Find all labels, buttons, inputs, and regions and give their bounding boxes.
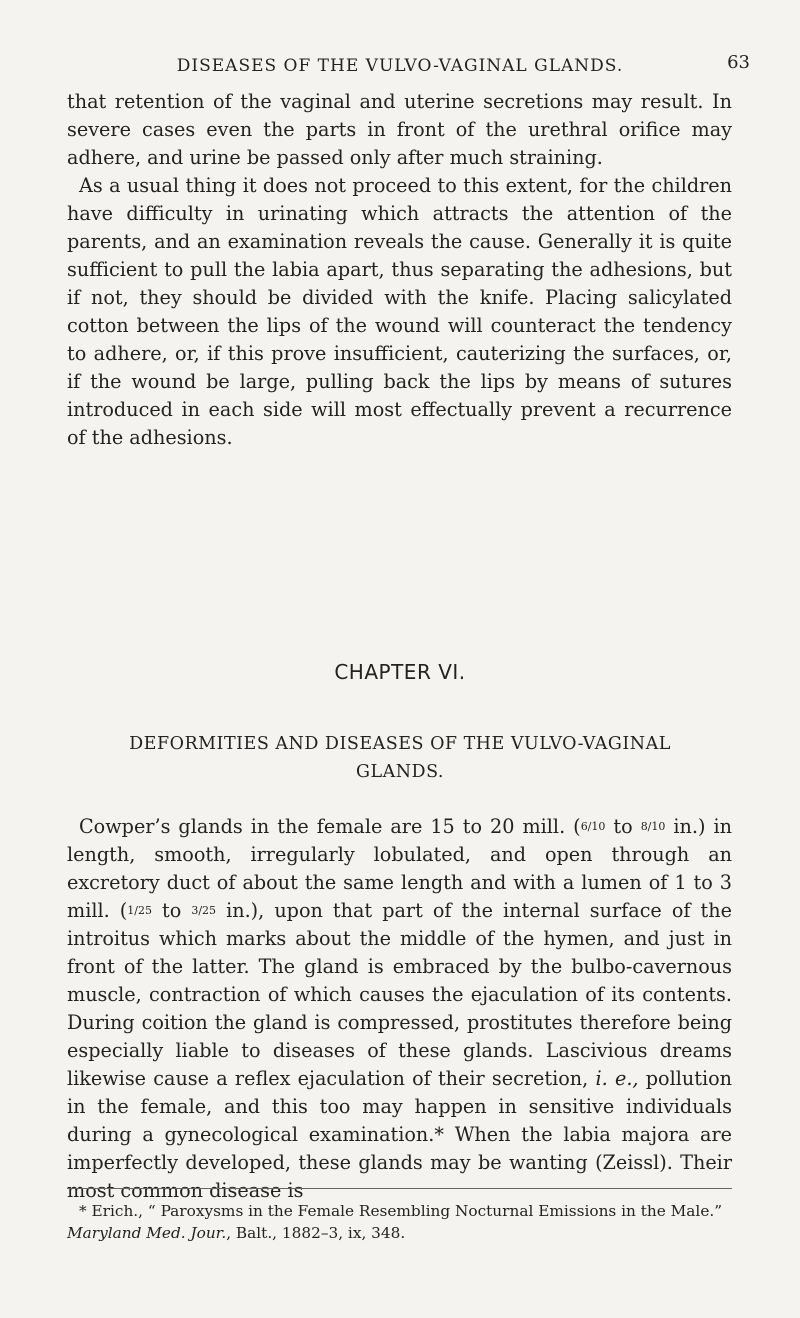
text-run: to — [151, 899, 192, 922]
fraction: 3/25 — [191, 904, 217, 917]
footnote — [67, 1200, 732, 1244]
footnote-text — [67, 1200, 732, 1244]
running-head: DISEASES OF THE VULVO-VAGINAL GLANDS. — [176, 56, 624, 76]
chapter-heading: CHAPTER VI. — [334, 660, 466, 684]
main-text-block — [67, 813, 732, 1205]
top-text-block — [67, 88, 732, 452]
footnote-journal: Maryland Med. Jour. — [67, 1224, 227, 1242]
fraction: 8/10 — [640, 820, 666, 833]
text-run: in.) in length, smooth, irregularly lobulated, and open through an excretory duct of about the same length and with a lumen of 1 to 3 mill. ( — [67, 815, 732, 922]
text-run: Cowper’s glands in the female are 15 to 20 mill. ( — [79, 815, 581, 838]
footnote-text-end: , Balt., 1882–3, ix, 348. — [226, 1224, 406, 1242]
fraction: 6/10 — [580, 820, 606, 833]
fraction: 1/25 — [127, 904, 152, 917]
footnote-text-start: * Erich., “ Paroxysms in the Female Resembling Nocturnal Emissions in the Male.” — [79, 1202, 723, 1220]
text-run: to — [605, 815, 641, 838]
paragraph-cowpers-glands — [67, 813, 732, 1205]
paragraph-retention: that retention of the vaginal and uterine secretions may result. In severe cases even the parts in front of the urethral orifice may adhere, and urine be passed only after much straining. — [67, 90, 732, 169]
italic-text: i. e., — [595, 1067, 639, 1090]
footnote-divider — [67, 1188, 732, 1189]
chapter-title: DEFORMITIES AND DISEASES OF THE VULVO-VAGINAL GLANDS. — [129, 734, 671, 782]
text-run: pollution in the female, and this too may happen in sensitive individuals during a gynecological examination.* When the labia majora are imperfectly developed, these glands may be wanting (Zeissl). Their most common disease is — [67, 1067, 732, 1202]
paragraph-treatment: As a usual thing it does not proceed to this extent, for the children have difficulty in urinating which attracts the attention of the parents, and an examination reveals the cause. Generally it is quite sufficient to pull the labia apart, thus separating the adhesions, but if not, they should be divided with the knife. Placing salicylated cotton between the lips of the wound will counteract the tendency to adhere, or, if this prove insufficient, cauterizing the surfaces, or, if the wound be large, pulling back the lips by means of sutures introduced in each side will most effectually prevent a recurrence of the adhesions. — [67, 174, 732, 449]
text-run: in.), upon that part of the internal surface of the introitus which marks about the middle of the hymen, and just in front of the latter. The gland is embraced by the bulbo-cavernous muscle, contraction of which causes the ejaculation of its contents. During coition the gland is compressed, prostitutes therefore being especially liable to diseases of these glands. Lascivious dreams likewise cause a reflex ejaculation of their secretion, — [67, 899, 732, 1090]
page-number: 63 — [727, 52, 750, 73]
